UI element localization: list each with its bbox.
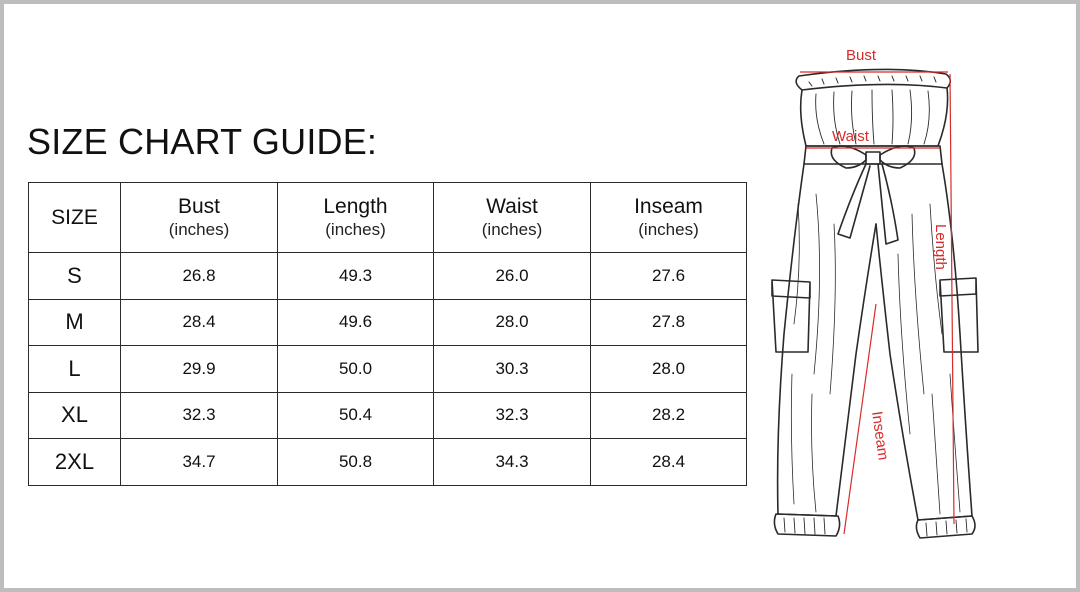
table-row	[29, 392, 747, 439]
size-cell: XL	[29, 392, 121, 439]
table-row	[29, 346, 747, 393]
left-cargo-pocket	[772, 280, 810, 352]
column-header-bust	[121, 183, 278, 253]
jumpsuit-illustration	[754, 34, 1044, 554]
column-header-label: SIZE	[51, 205, 98, 229]
size-chart-table	[28, 182, 747, 486]
column-header-unit: (inches)	[325, 219, 386, 239]
column-header-waist	[434, 183, 591, 253]
column-header-length	[278, 183, 434, 253]
length-cell: 49.6	[278, 299, 434, 346]
column-header-label: Bust	[177, 194, 221, 218]
column-header-unit: (inches)	[168, 219, 230, 239]
table-row	[29, 439, 747, 486]
inseam-cell: 28.4	[591, 439, 747, 486]
bust-cell: 32.3	[121, 392, 278, 439]
page-title: SIZE CHART GUIDE:	[27, 121, 378, 162]
bust-cell: 26.8	[121, 253, 278, 300]
table-row	[29, 253, 747, 300]
inseam-cell: 27.8	[591, 299, 747, 346]
bust-cell: 29.9	[121, 346, 278, 393]
size-cell: S	[29, 253, 121, 300]
waist-cell: 32.3	[434, 392, 591, 439]
column-header-inseam	[591, 183, 747, 253]
waist-cell: 34.3	[434, 439, 591, 486]
length-cell: 50.4	[278, 392, 434, 439]
waist-cell: 30.3	[434, 346, 591, 393]
bow-tail-right	[878, 164, 898, 244]
bow-tail-left	[838, 164, 870, 238]
table-row	[29, 299, 747, 346]
column-header-label: Inseam	[634, 194, 703, 218]
bust-label: Bust	[846, 47, 877, 64]
size-cell: 2XL	[29, 439, 121, 486]
table-header-row	[29, 183, 747, 253]
inseam-label: Inseam	[868, 410, 892, 462]
column-header-label: Waist	[486, 194, 538, 218]
inseam-cell: 27.6	[591, 253, 747, 300]
length-cell: 50.0	[278, 346, 434, 393]
inseam-cell: 28.0	[591, 346, 747, 393]
column-header-size	[29, 183, 121, 253]
size-cell: M	[29, 299, 121, 346]
column-header-unit: (inches)	[481, 219, 543, 239]
length-guide-line	[950, 74, 954, 524]
size-cell: L	[29, 346, 121, 393]
waist-cell: 26.0	[434, 253, 591, 300]
waist-cell: 28.0	[434, 299, 591, 346]
length-label: Length	[932, 224, 949, 270]
waist-label: Waist	[832, 128, 869, 145]
waist-belt	[804, 146, 942, 164]
bust-cell: 34.7	[121, 439, 278, 486]
right-leg-outline	[876, 164, 972, 520]
bust-cell: 28.4	[121, 299, 278, 346]
column-header-label: Length	[323, 194, 388, 218]
length-cell: 49.3	[278, 253, 434, 300]
length-cell: 50.8	[278, 439, 434, 486]
column-header-unit: (inches)	[638, 219, 699, 239]
inseam-cell: 28.2	[591, 392, 747, 439]
